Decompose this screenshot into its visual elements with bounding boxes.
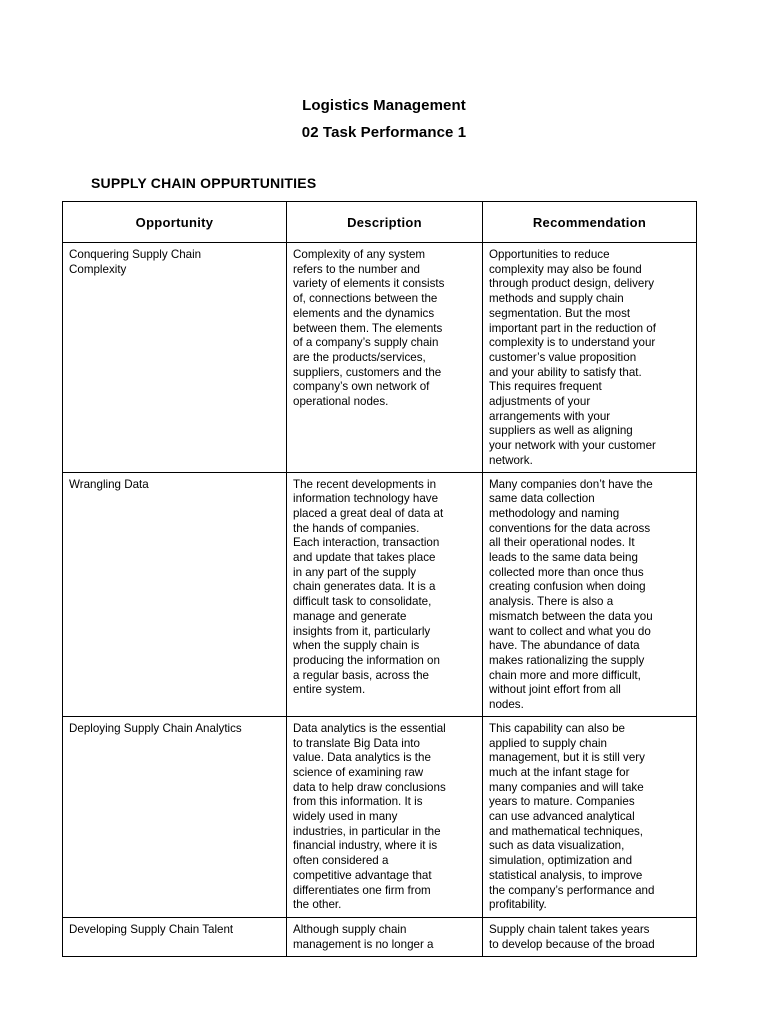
recommendation-text: This capability can also be applied to supply chain management, but it is still very much at the infant stage for many companies and will take years to mature. Companies can use advanced analytical and mathematical techniques, such as data visualization, simulation, optimization and statistical analysis, to improve the company’s performance and profitability.: [489, 721, 655, 912]
recommendation-cell: [483, 917, 697, 956]
opportunity-text: Conquering Supply Chain Complexity: [69, 248, 202, 276]
document-title: Logistics Management: [302, 97, 466, 114]
opportunity-cell: [63, 716, 287, 917]
header-description: Description: [287, 202, 483, 243]
description-text: Although supply chain management is no longer a: [293, 922, 434, 951]
description-text: The recent developments in information technology have placed a great deal of data at the hands of companies. Each interaction, transaction and update that takes place in any part of the supply chain generates data. It is a difficult task to consolidate, manage and generate insights from it, particularly when the supply chain is producing the information on a regular basis, across the entire system.: [293, 477, 444, 697]
opportunity-cell: [63, 472, 287, 716]
description-cell: [287, 472, 483, 716]
opportunity-text: Developing Supply Chain Talent: [69, 922, 234, 936]
opportunity-text: Deploying Supply Chain Analytics: [69, 721, 242, 735]
table-row: [63, 472, 697, 716]
opportunity-text: Wrangling Data: [69, 477, 149, 491]
table-header-row: [63, 202, 697, 243]
recommendation-cell: [483, 716, 697, 917]
table-row: [63, 917, 697, 956]
recommendation-text: Many companies don’t have the same data collection methodology and naming conventions for the data across all their operational nodes. It leads to the same data being collected more than once thus creating confusion when doing analysis. There is also a mismatch between the data you want to collect and what you do have. The abundance of data makes rationalizing the supply chain more and more difficult, without joint effort from all nodes.: [489, 477, 653, 712]
description-text: Complexity of any system refers to the number and variety of elements it consists of, connections between the elements and the dynamics between them. The elements of a company’s supply chain are the products/services, suppliers, customers and the company’s own network of operational nodes.: [293, 248, 445, 409]
opportunity-cell: [63, 917, 287, 956]
table-row: [63, 716, 697, 917]
description-text: Data analytics is the essential to translate Big Data into value. Data analytics is the science of examining raw data to help draw conclusions from this information. It is widely used in many industries, in particular in the financial industry, where it is often considered a competitive advantage that differentiates one firm from the other.: [293, 721, 446, 912]
recommendation-text: Supply chain talent takes years to develop because of the broad: [489, 922, 655, 951]
document-subtitle: 02 Task Performance 1: [301, 124, 467, 141]
description-cell: [287, 243, 483, 473]
opportunity-cell: [63, 243, 287, 473]
opportunities-table: [62, 201, 697, 957]
header-recommendation: Recommendation: [483, 202, 697, 243]
recommendation-cell: [483, 472, 697, 716]
description-cell: [287, 917, 483, 956]
table-row: [63, 243, 697, 473]
recommendation-text: Opportunities to reduce complexity may also be found through product design, delivery methods and supply chain segmentation. But the most important part in the reduction of complexity is to understand your customer’s value proposition and your ability to satisfy that. This requires frequent adjustments of your arrangements with your suppliers as well as aligning your network with your customer network.: [489, 248, 656, 467]
recommendation-cell: [483, 243, 697, 473]
header-opportunity: Opportunity: [63, 202, 287, 243]
section-heading: SUPPLY CHAIN OPPURTUNITIES: [91, 175, 317, 191]
description-cell: [287, 716, 483, 917]
